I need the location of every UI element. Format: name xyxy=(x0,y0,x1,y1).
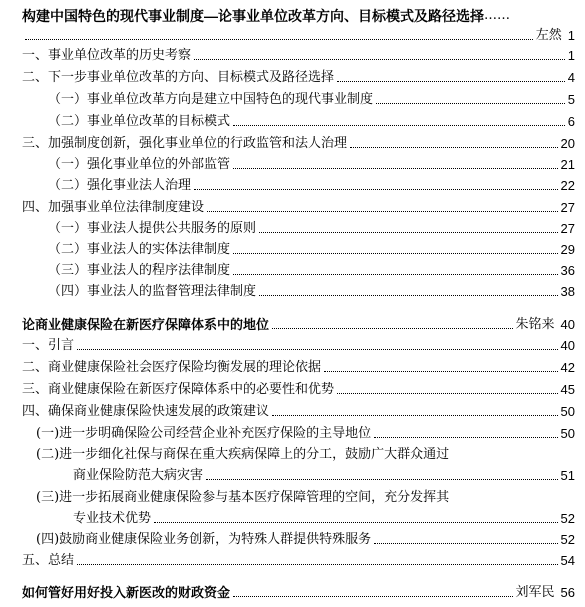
dot-leader xyxy=(25,39,533,40)
toc-entry-line1[interactable] xyxy=(36,486,575,506)
dot-leader xyxy=(350,147,558,148)
dot-leader xyxy=(194,59,565,60)
article3-title-row[interactable] xyxy=(22,581,575,601)
toc-entry-text: 一、引言 xyxy=(22,338,75,353)
toc-entry-text: 一、事业单位改革的历史考察 xyxy=(22,48,192,63)
dot-leader xyxy=(206,479,558,480)
toc-entry[interactable] xyxy=(22,132,575,152)
dot-leader xyxy=(233,253,558,254)
toc-entry-page: 1 xyxy=(567,48,575,63)
dot-leader xyxy=(154,522,558,523)
toc-entry-text: 二、商业健康保险社会医疗保险均衡发展的理论依据 xyxy=(22,360,322,375)
dot-leader xyxy=(194,189,558,190)
toc-entry-line2[interactable] xyxy=(73,507,575,527)
dot-leader xyxy=(272,415,558,416)
toc-entry[interactable] xyxy=(36,422,575,442)
toc-entry[interactable] xyxy=(48,238,575,258)
toc-entry-text: （一）事业法人提供公共服务的原则 xyxy=(48,221,257,236)
dot-leader xyxy=(259,232,558,233)
dot-leader xyxy=(233,274,558,275)
toc-entry[interactable] xyxy=(22,400,575,420)
article2-title: 论商业健康保险在新医疗保障体系中的地位 xyxy=(22,317,270,332)
toc-entry-text: (一)进一步明确保险公司经营企业补充医疗保险的主导地位 xyxy=(36,426,372,441)
toc-entry-page: 52 xyxy=(560,532,575,547)
toc-entry-page: 52 xyxy=(560,511,575,526)
article1-author-row[interactable] xyxy=(22,24,575,44)
dot-leader xyxy=(77,349,558,350)
toc-entry-page: 50 xyxy=(560,404,575,419)
toc-entry-text: 二、下一步事业单位改革的方向、目标模式及路径选择 xyxy=(22,70,335,85)
dot-leader xyxy=(272,328,513,329)
toc-entry[interactable] xyxy=(48,153,575,173)
toc-entry-text: 四、加强事业单位法律制度建设 xyxy=(22,200,205,215)
article1-title-dots: …… xyxy=(484,8,510,23)
toc-entry-page: 36 xyxy=(560,263,575,278)
article2-page: 40 xyxy=(560,317,575,332)
toc-entry[interactable] xyxy=(22,66,575,86)
toc-entry-text: 三、加强制度创新，强化事业单位的行政监管和法人治理 xyxy=(22,136,348,151)
toc-entry[interactable] xyxy=(22,196,575,216)
toc-entry-page: 21 xyxy=(560,157,575,172)
toc-entry-text: （二）事业法人的实体法律制度 xyxy=(48,242,231,257)
dot-leader xyxy=(77,564,558,565)
toc-entry-page: 50 xyxy=(560,426,575,441)
toc-entry-text: 四、确保商业健康保险快速发展的政策建议 xyxy=(22,404,270,419)
toc-entry[interactable] xyxy=(48,174,575,194)
toc-entry-page: 27 xyxy=(560,200,575,215)
toc-entry-text: （二）强化事业法人治理 xyxy=(48,178,192,193)
toc-entry-page: 22 xyxy=(560,178,575,193)
toc-entry[interactable] xyxy=(22,44,575,64)
article1-page: 1 xyxy=(567,28,575,43)
toc-entry-page: 6 xyxy=(567,114,575,129)
toc-entry-text: （一）事业单位改革方向是建立中国特色的现代事业制度 xyxy=(48,92,374,107)
toc-entry-page: 20 xyxy=(560,136,575,151)
toc-entry-line2[interactable] xyxy=(73,464,575,484)
dot-leader xyxy=(337,81,565,82)
toc-entry-text: (三)进一步拓展商业健康保险参与基本医疗保障管理的空间，充分发挥其 xyxy=(36,490,450,505)
toc-entry-page: 51 xyxy=(560,468,575,483)
toc-entry-page: 5 xyxy=(567,92,575,107)
toc-entry-text: (四)鼓励商业健康保险业务创新，为特殊人群提供特殊服务 xyxy=(36,532,372,547)
toc-entry-text: 专业技术优势 xyxy=(73,511,152,526)
article1-author: 左然 xyxy=(535,28,562,43)
article2-title-row[interactable] xyxy=(22,313,575,333)
dot-leader xyxy=(207,211,558,212)
toc-entry-text: （四）事业法人的监督管理法律制度 xyxy=(48,284,257,299)
toc-entry-text: （一）强化事业单位的外部监管 xyxy=(48,157,231,172)
toc-entry[interactable] xyxy=(36,528,575,548)
dot-leader xyxy=(374,543,557,544)
toc-entry-page: 45 xyxy=(560,382,575,397)
toc-entry[interactable] xyxy=(22,378,575,398)
toc-entry-page: 27 xyxy=(560,221,575,236)
article1-title-row[interactable] xyxy=(22,4,575,24)
dot-leader xyxy=(233,168,558,169)
article2-author: 朱铭来 xyxy=(515,317,555,332)
toc-entry[interactable] xyxy=(48,280,575,300)
article3-page: 56 xyxy=(560,585,575,600)
toc-entry-line1[interactable] xyxy=(36,443,575,463)
dot-leader xyxy=(233,596,513,597)
toc-entry-page: 54 xyxy=(560,553,575,568)
dot-leader xyxy=(233,125,565,126)
toc-entry[interactable] xyxy=(22,356,575,376)
toc-entry-text: 三、商业健康保险在新医疗保障体系中的必要性和优势 xyxy=(22,382,335,397)
toc-entry-page: 40 xyxy=(560,338,575,353)
article3-author: 刘军民 xyxy=(515,585,555,600)
dot-leader xyxy=(324,371,558,372)
toc-entry-text: （二）事业单位改革的目标模式 xyxy=(48,114,231,129)
dot-leader xyxy=(374,437,557,438)
toc-entry-page: 29 xyxy=(560,242,575,257)
toc-entry-page: 38 xyxy=(560,284,575,299)
toc-entry-page: 4 xyxy=(567,70,575,85)
dot-leader xyxy=(376,103,565,104)
toc-entry-text: （三）事业法人的程序法律制度 xyxy=(48,263,231,278)
toc-entry[interactable] xyxy=(48,259,575,279)
toc-entry[interactable] xyxy=(22,334,575,354)
dot-leader xyxy=(337,393,558,394)
toc-entry-page: 42 xyxy=(560,360,575,375)
toc-entry[interactable] xyxy=(22,549,575,569)
dot-leader xyxy=(259,295,558,296)
article1-title: 构建中国特色的现代事业制度—论事业单位改革方向、目标模式及路径选择 xyxy=(22,8,484,24)
toc-entry-text: 商业保险防范大病灾害 xyxy=(73,468,204,483)
toc-entry-text: 五、总结 xyxy=(22,553,75,568)
article3-title: 如何管好用好投入新医改的财政资金 xyxy=(22,585,231,600)
toc-entry-text: (二)进一步细化社保与商保在重大疾病保障上的分工，鼓励广大群众通过 xyxy=(36,447,450,462)
toc-entry[interactable] xyxy=(48,88,575,108)
toc-entry[interactable] xyxy=(48,217,575,237)
toc-entry[interactable] xyxy=(48,110,575,130)
